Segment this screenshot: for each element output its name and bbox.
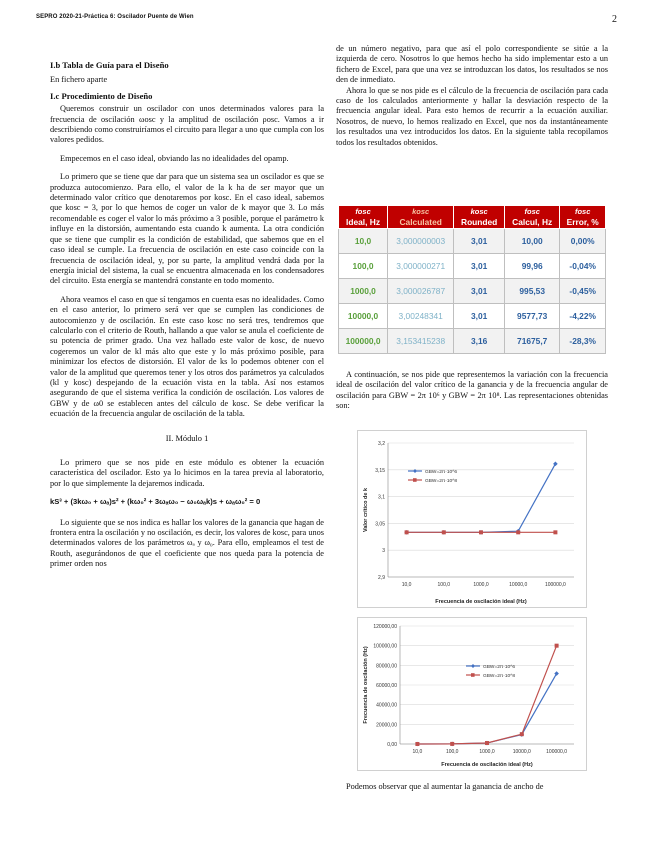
x-tick-label: 10000,0 — [512, 749, 531, 755]
x-tick-label: 1000,0 — [473, 582, 489, 588]
column-header — [560, 206, 606, 229]
table-cell: 100000,0 — [339, 329, 388, 354]
x-tick-label: 10,0 — [412, 749, 423, 755]
table-row — [339, 329, 606, 354]
table-cell: 99,96 — [505, 254, 560, 279]
y-tick-label: 0,00 — [387, 742, 397, 748]
data-point — [520, 732, 524, 736]
x-tick-label: 10,0 — [401, 582, 412, 588]
table-row — [339, 304, 606, 329]
paragraph: Queremos construir un oscilador con unos determinados valores para la frecuencia de oscilación ωosc y la amplitud de oscilación ρosc. Vamos a ir describiendo como construiríamos el circuito para llegar a uno que cumpla con los valores pedidos. — [50, 104, 324, 145]
column-header — [388, 206, 454, 229]
table-cell: 3,153415238 — [388, 329, 454, 354]
table-row — [339, 279, 606, 304]
section-b-body: En fichero aparte — [50, 75, 108, 85]
paragraph: Podemos observar que al aumentar la ganancia de ancho de — [346, 782, 544, 791]
x-tick-label: 100,0 — [445, 749, 459, 755]
section-b-title: I.b Tabla de Guía para el Diseño — [50, 60, 169, 70]
module-title: II. Módulo 1 — [165, 433, 209, 443]
legend-marker — [471, 673, 475, 677]
column-header — [505, 206, 560, 229]
table-cell: 3,000026787 — [388, 279, 454, 304]
table-cell: 3,01 — [454, 304, 505, 329]
legend-marker — [471, 664, 475, 668]
table-cell: 10,0 — [339, 229, 388, 254]
column-header-label: Error, % — [566, 217, 599, 227]
data-point — [442, 530, 446, 534]
table-cell: 3,000000003 — [388, 229, 454, 254]
table-row — [339, 254, 606, 279]
left-column — [50, 60, 324, 570]
column-header-symbol: fosc — [355, 207, 371, 216]
data-point — [555, 644, 559, 648]
paragraph: Lo primero que se tiene que dar para que un sistema sea un oscilador es que se produzca autocomienzo. Para ello, el valor de la k ha de ser mayor que un determinado valor crítico que denotaremos por kosc. En el caso ideal, sabemos que kosc = 3, por lo que hemos de coger un valor de k mayor que 3. Lo más recomendable es coger el valor lo más próximo a 3 posible, porque el parámetro k influye en la distorsión, aumentando esta cuando k aumenta. La otra condición que se tiene que cumplir es la condición de estabilidad, que sabemos que en el caso ideal se cumple. La frecuencia de oscilación en este caso coincide con la frecuencia de oscilación ideal, y, por su parte, la amplitud vendrá dada por la energía inicial del sistema, la cual se encuentra almacenada en los condensadores del circuito. Esta energía se mantendrá constante en todo momento. — [50, 172, 324, 286]
legend-marker — [413, 478, 417, 482]
legend-label: GBW=2π·10^6 — [425, 469, 458, 475]
table-cell: 100,0 — [339, 254, 388, 279]
y-tick-label: 40000,00 — [376, 702, 397, 709]
y-tick-label: 100000,00 — [373, 643, 397, 650]
section-c-title: I.c Procedimiento de Diseño — [50, 90, 153, 101]
y-tick-label: 3,2 — [378, 441, 385, 447]
paragraph: Ahora veamos el caso en que sí tengamos en cuenta esas no idealidades. Como en el caso anterior, lo primero será ver que se cumplen las condiciones de autocomienzo y de oscilación. En este caso kosc no será tres, tendremos que calcularlo con el criterio de Routh, hallando a que valor se anula el coeficiente de su potencia de primer grado. Una vez hallado este valor de kosc, de nuevo cogeremos un valor de kl más alto que este y lo más próximo posible, para minimizar los efectos de distorsión. El valor de ks lo podemos obtener con el valor de la amplitud que queremos tener y los otros dos parámetros ya calculados (kl y kosc) despejando de la ecuación vista en la tabla. Así nos estamos asegurando de que el sistema verifica la condición de oscilación. Los valores de GBW y de ω0 se establecen antes del cálculo de kosc. Se debe verificar la ecuación de la frecuencia angular de oscilación de la tabla. — [50, 294, 324, 419]
data-point — [553, 462, 558, 467]
table-cell: 3,01 — [454, 254, 505, 279]
legend-label: GBW=2π·10^8 — [483, 673, 516, 679]
y-tick-label: 3 — [382, 548, 385, 555]
paragraph: Empecemos en el caso ideal, obviando las no idealidades del opamp. — [60, 153, 289, 163]
x-axis-label: Frecuencia de oscilación ideal (Hz) — [435, 599, 527, 605]
table-cell: 3,01 — [454, 279, 505, 304]
y-tick-label: 3,15 — [375, 467, 385, 474]
table-cell: 3,16 — [454, 329, 505, 354]
column-header-symbol: kosc — [412, 207, 430, 216]
x-tick-label: 10000,0 — [509, 582, 528, 588]
column-header-symbol: kosc — [470, 207, 488, 216]
y-tick-label: 3,1 — [378, 494, 385, 501]
y-tick-label: 20000,00 — [376, 722, 397, 729]
table-cell: 3,00248341 — [388, 304, 454, 329]
column-header — [454, 206, 505, 229]
y-tick-label: 60000,00 — [376, 683, 397, 689]
table-header-row — [339, 206, 606, 229]
characteristic-equation: kS³ + (3kω₀ + ωₐ)s² + (kω₀² + 3ωₐω₀ − ω₀ωₐk)s + ωₐω₀² = 0 — [50, 497, 261, 507]
paragraph: A continuación, se nos pide que representemos la variación con la frecuencia ideal de oscilación del valor crítico de la ganancia y de la frecuencia angular de oscilación para GBW = 2π 10⁶ y GBW = 2π 10⁸. Las representaciones obtenidas son: — [336, 370, 608, 411]
data-point — [415, 742, 419, 746]
table-cell: -4,22% — [560, 304, 606, 329]
x-tick-label: 1000,0 — [479, 749, 495, 755]
paragraph: Lo siguiente que se nos indica es hallar los valores de la ganancia que hagan de frontera entra la oscilación y no oscilación, es decir, los valores de kosc, para unos determinados valores de los parámetros ωₐ y ω₀. Para ello, empleamos el test de Routh, asegurándonos de que el coeficiente que nos queda para la potencia de primer orden nos — [50, 517, 324, 569]
table-body — [339, 229, 606, 354]
data-point — [516, 530, 520, 534]
table-cell: 1000,0 — [339, 279, 388, 304]
column-header-symbol: fosc — [524, 207, 540, 216]
table-cell: 995,53 — [505, 279, 560, 304]
data-point — [553, 530, 557, 534]
x-axis-label: Frecuencia de oscilación ideal (Hz) — [441, 762, 533, 768]
y-tick-label: 120000,00 — [373, 624, 397, 630]
table-cell: 71675,7 — [505, 329, 560, 354]
page-number: 2 — [612, 14, 617, 25]
table-cell: -0,45% — [560, 279, 606, 304]
right-column — [336, 44, 608, 148]
x-tick-label: 100000,0 — [544, 582, 566, 588]
column-header-label: Calcul, Hz — [512, 217, 553, 227]
running-header: SEPRO 2020-21-Práctica 6: Oscilador Puente de Wien — [36, 14, 194, 20]
column-header-symbol: fosc — [574, 207, 591, 216]
y-axis-label: Valor crítico de k — [363, 487, 369, 533]
right-column-bottom — [346, 782, 608, 792]
y-tick-label: 80000,00 — [376, 663, 397, 670]
results-table — [338, 205, 606, 354]
column-header-label: Rounded — [461, 217, 498, 227]
column-header-label: Ideal, Hz — [346, 217, 381, 227]
y-tick-label: 2,9 — [378, 575, 385, 581]
x-tick-label: 100000,0 — [546, 749, 568, 755]
data-point — [485, 741, 489, 745]
x-tick-label: 100,0 — [437, 582, 451, 588]
y-axis-label: Frecuencia de oscilación (Hz) — [363, 646, 369, 724]
table-cell: 3,01 — [454, 229, 505, 254]
series-line — [417, 674, 556, 744]
data-point — [450, 742, 454, 746]
series-line — [417, 646, 556, 744]
critical-gain-chart — [357, 430, 587, 608]
paragraph: de un número negativo, para que así el polo correspondiente se sitúe a la izquierda de cero. Nosotros lo que hemos hecho ha sido implementar esto a un fichero de Excel, para que una vez se introduzcan los datos, los resultados se nos den de inmediato. — [336, 44, 608, 85]
oscillation-frequency-chart — [357, 617, 587, 771]
paragraph: Ahora lo que se nos pide es el cálculo de la frecuencia de oscilación para cada caso de los calculados anteriormente y hallar la desviación respecto de la frecuencia angular ideal. Para esto hemos de recurrir a la ecuación auxiliar. Nosotros, de nuevo, lo hemos realizado en Excel, que nos da instantáneamente los resultados una vez introducidos los datos. En la siguiente tabla recopilamos todos los resultados obtenidos. — [336, 85, 608, 147]
table-cell: -28,3% — [560, 329, 606, 354]
table-cell: 0,00% — [560, 229, 606, 254]
table-cell: 10,00 — [505, 229, 560, 254]
column-header — [339, 206, 388, 229]
table-row — [339, 229, 606, 254]
column-header-label: Calculated — [399, 217, 442, 227]
data-point — [554, 671, 559, 676]
data-point — [479, 530, 483, 534]
right-column-lower — [336, 370, 608, 412]
table-cell: 3,000000271 — [388, 254, 454, 279]
legend-label: GBW=2π·10^6 — [483, 664, 516, 670]
table-cell: -0,04% — [560, 254, 606, 279]
paragraph: Lo primero que se nos pide en este módulo es obtener la ecuación característica del oscilador. Esto ya lo hicimos en la tarea previa al laboratorio, por lo que simplemente la dejaremos indicada. — [50, 458, 324, 488]
y-tick-label: 3,05 — [375, 521, 385, 528]
legend-label: GBW=2π·10^8 — [425, 478, 458, 484]
table-cell: 9577,73 — [505, 304, 560, 329]
table-cell: 10000,0 — [339, 304, 388, 329]
data-point — [405, 530, 409, 534]
